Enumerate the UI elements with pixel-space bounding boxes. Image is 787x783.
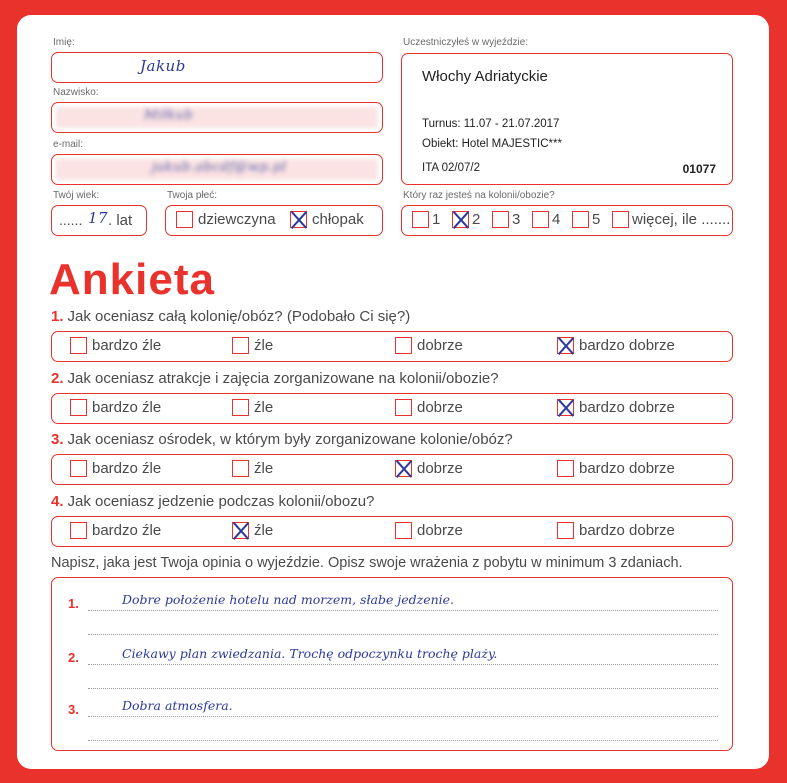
visit-count-label: Który raz jesteś na kolonii/obozie? bbox=[403, 190, 555, 201]
opinion-dotted-line bbox=[88, 716, 718, 717]
visit-count-checkbox[interactable] bbox=[452, 211, 469, 228]
rating-checkbox[interactable] bbox=[232, 460, 249, 477]
q1-option-bad[interactable] bbox=[232, 337, 273, 355]
opinion-line-text: Ciekawy plan zwiedzania. Trochę odpoczynku trochę plaży. bbox=[122, 646, 498, 661]
visit-count-option-label: 5 bbox=[592, 211, 601, 229]
opinion-dotted-line bbox=[88, 634, 718, 635]
q1-option-very-bad[interactable] bbox=[70, 337, 161, 355]
rating-checkbox[interactable] bbox=[395, 460, 412, 477]
rating-label: dobrze bbox=[417, 460, 463, 478]
rating-checkbox[interactable] bbox=[557, 337, 574, 354]
age-label: Twój wiek: bbox=[53, 190, 100, 201]
email-label: e-mail: bbox=[53, 139, 84, 150]
question-2-options bbox=[51, 393, 733, 424]
question-3 bbox=[51, 431, 513, 448]
rating-checkbox[interactable] bbox=[557, 399, 574, 416]
rating-label: bardzo dobrze bbox=[579, 460, 675, 478]
last-name-field[interactable] bbox=[51, 102, 383, 133]
gender-option-girl[interactable] bbox=[176, 211, 276, 229]
gender-label: Twoja płeć: bbox=[167, 190, 218, 201]
age-dots: ...... bbox=[59, 212, 83, 228]
opinion-line-number: 2. bbox=[68, 650, 79, 665]
q1-option-very-good[interactable] bbox=[557, 337, 675, 355]
rating-label: bardzo źle bbox=[92, 337, 162, 355]
gender-checkbox-boy[interactable] bbox=[290, 211, 307, 228]
question-4 bbox=[51, 493, 374, 510]
rating-checkbox[interactable] bbox=[70, 337, 87, 354]
question-number: 1. bbox=[51, 308, 64, 325]
rating-checkbox[interactable] bbox=[395, 337, 412, 354]
opinion-dotted-line bbox=[88, 610, 718, 611]
visit-count-option-more[interactable] bbox=[612, 211, 730, 229]
first-name-label: Imię: bbox=[53, 37, 75, 48]
visit-count-option-1[interactable] bbox=[412, 211, 440, 229]
trip-label: Uczestniczyłeś w wyjeździe: bbox=[403, 37, 529, 48]
last-name-value: Miłkub bbox=[144, 108, 194, 123]
email-field[interactable] bbox=[51, 154, 383, 185]
rating-label: bardzo dobrze bbox=[579, 399, 675, 417]
gender-option-label: dziewczyna bbox=[198, 211, 276, 229]
rating-checkbox[interactable] bbox=[557, 522, 574, 539]
q3-option-very-bad[interactable] bbox=[70, 460, 161, 478]
rating-label: bardzo źle bbox=[92, 399, 162, 417]
visit-count-checkbox[interactable] bbox=[532, 211, 549, 228]
first-name-field[interactable] bbox=[51, 52, 383, 83]
rating-label: dobrze bbox=[417, 337, 463, 355]
question-number: 2. bbox=[51, 370, 64, 387]
visit-count-checkbox[interactable] bbox=[492, 211, 509, 228]
q4-option-bad[interactable] bbox=[232, 522, 273, 540]
q3-option-very-good[interactable] bbox=[557, 460, 675, 478]
rating-checkbox[interactable] bbox=[557, 460, 574, 477]
opinion-dotted-line bbox=[88, 740, 718, 741]
gender-option-boy[interactable] bbox=[290, 211, 364, 229]
question-1-options bbox=[51, 331, 733, 362]
gender-checkbox-girl[interactable] bbox=[176, 211, 193, 228]
rating-checkbox[interactable] bbox=[232, 522, 249, 539]
q3-option-bad[interactable] bbox=[232, 460, 273, 478]
age-field[interactable] bbox=[51, 205, 147, 236]
rating-label: źle bbox=[254, 337, 274, 355]
visit-count-option-4[interactable] bbox=[532, 211, 560, 229]
visit-count-option-label: 4 bbox=[552, 211, 561, 229]
rating-checkbox[interactable] bbox=[232, 399, 249, 416]
trip-code: ITA 02/07/2 bbox=[422, 162, 480, 174]
rating-label: bardzo źle bbox=[92, 460, 162, 478]
question-text: Jak oceniasz całą kolonię/obóz? (Podobało Ci się?) bbox=[67, 308, 411, 325]
q1-option-good[interactable] bbox=[395, 337, 463, 355]
q2-option-very-bad[interactable] bbox=[70, 399, 161, 417]
visit-count-checkbox[interactable] bbox=[572, 211, 589, 228]
rating-label: dobrze bbox=[417, 522, 463, 540]
question-text: Jak oceniasz ośrodek, w którym były zorganizowane kolonie/obóz? bbox=[67, 431, 513, 448]
question-text: Jak oceniasz jedzenie podczas kolonii/obozu? bbox=[67, 493, 375, 510]
rating-checkbox[interactable] bbox=[70, 522, 87, 539]
opinion-box[interactable] bbox=[51, 577, 733, 751]
rating-label: źle bbox=[254, 399, 274, 417]
q2-option-very-good[interactable] bbox=[557, 399, 675, 417]
visit-count-option-label: 2 bbox=[472, 211, 481, 229]
rating-label: bardzo źle bbox=[92, 522, 162, 540]
q2-option-good[interactable] bbox=[395, 399, 463, 417]
rating-checkbox[interactable] bbox=[70, 399, 87, 416]
trip-obiekt: Obiekt: Hotel MAJESTIC*** bbox=[422, 138, 562, 150]
survey-form-card bbox=[17, 15, 769, 769]
trip-number: 01077 bbox=[682, 162, 716, 176]
rating-label: źle bbox=[254, 460, 274, 478]
opinion-instruction: Napisz, jaka jest Twoja opinia o wyjeździe. Opisz swoje wrażenia z pobytu w minimum 3 zdaniach. bbox=[51, 555, 683, 571]
survey-title: Ankieta bbox=[49, 255, 215, 304]
rating-checkbox[interactable] bbox=[395, 522, 412, 539]
question-number: 3. bbox=[51, 431, 64, 448]
visit-count-option-2[interactable] bbox=[452, 211, 480, 229]
visit-count-checkbox[interactable] bbox=[612, 211, 629, 228]
opinion-dotted-line bbox=[88, 664, 718, 665]
rating-checkbox[interactable] bbox=[232, 337, 249, 354]
q3-option-good[interactable] bbox=[395, 460, 463, 478]
visit-count-option-label: 3 bbox=[512, 211, 521, 229]
age-value: 17 bbox=[88, 209, 109, 227]
question-4-options bbox=[51, 516, 733, 547]
q4-option-good[interactable] bbox=[395, 522, 463, 540]
rating-label: źle bbox=[254, 522, 274, 540]
q4-option-very-bad[interactable] bbox=[70, 522, 161, 540]
q4-option-very-good[interactable] bbox=[557, 522, 675, 540]
rating-checkbox[interactable] bbox=[70, 460, 87, 477]
question-2 bbox=[51, 370, 499, 387]
trip-info-box bbox=[401, 53, 733, 185]
question-1 bbox=[51, 308, 410, 325]
opinion-line-number: 3. bbox=[68, 702, 79, 717]
rating-checkbox[interactable] bbox=[395, 399, 412, 416]
redaction-blur bbox=[56, 107, 378, 128]
rating-label: dobrze bbox=[417, 399, 463, 417]
rating-label: bardzo dobrze bbox=[579, 337, 675, 355]
visit-count-option-5[interactable] bbox=[572, 211, 600, 229]
visit-count-field bbox=[401, 205, 733, 236]
first-name-value: Jakub bbox=[140, 57, 186, 75]
age-unit: . lat bbox=[108, 212, 133, 229]
last-name-label: Nazwisko: bbox=[53, 87, 99, 98]
gender-option-label: chłopak bbox=[312, 211, 364, 229]
visit-count-option-label: więcej, ile ....... bbox=[632, 211, 731, 229]
q2-option-bad[interactable] bbox=[232, 399, 273, 417]
visit-count-option-label: 1 bbox=[432, 211, 441, 229]
rating-label: bardzo dobrze bbox=[579, 522, 675, 540]
question-text: Jak oceniasz atrakcje i zajęcia zorganizowane na kolonii/obozie? bbox=[67, 370, 499, 387]
trip-turnus: Turnus: 11.07 - 21.07.2017 bbox=[422, 118, 560, 130]
email-value: jakub.abcdf@wp.pl bbox=[152, 160, 287, 175]
opinion-dotted-line bbox=[88, 688, 718, 689]
trip-title: Włochy Adriatyckie bbox=[422, 68, 548, 85]
question-number: 4. bbox=[51, 493, 64, 510]
opinion-line-text: Dobre położenie hotelu nad morzem, słabe jedzenie. bbox=[122, 592, 455, 607]
visit-count-option-3[interactable] bbox=[492, 211, 520, 229]
visit-count-checkbox[interactable] bbox=[412, 211, 429, 228]
question-3-options bbox=[51, 454, 733, 485]
opinion-line-text: Dobra atmosfera. bbox=[122, 698, 233, 713]
opinion-line-number: 1. bbox=[68, 596, 79, 611]
gender-field bbox=[165, 205, 383, 236]
